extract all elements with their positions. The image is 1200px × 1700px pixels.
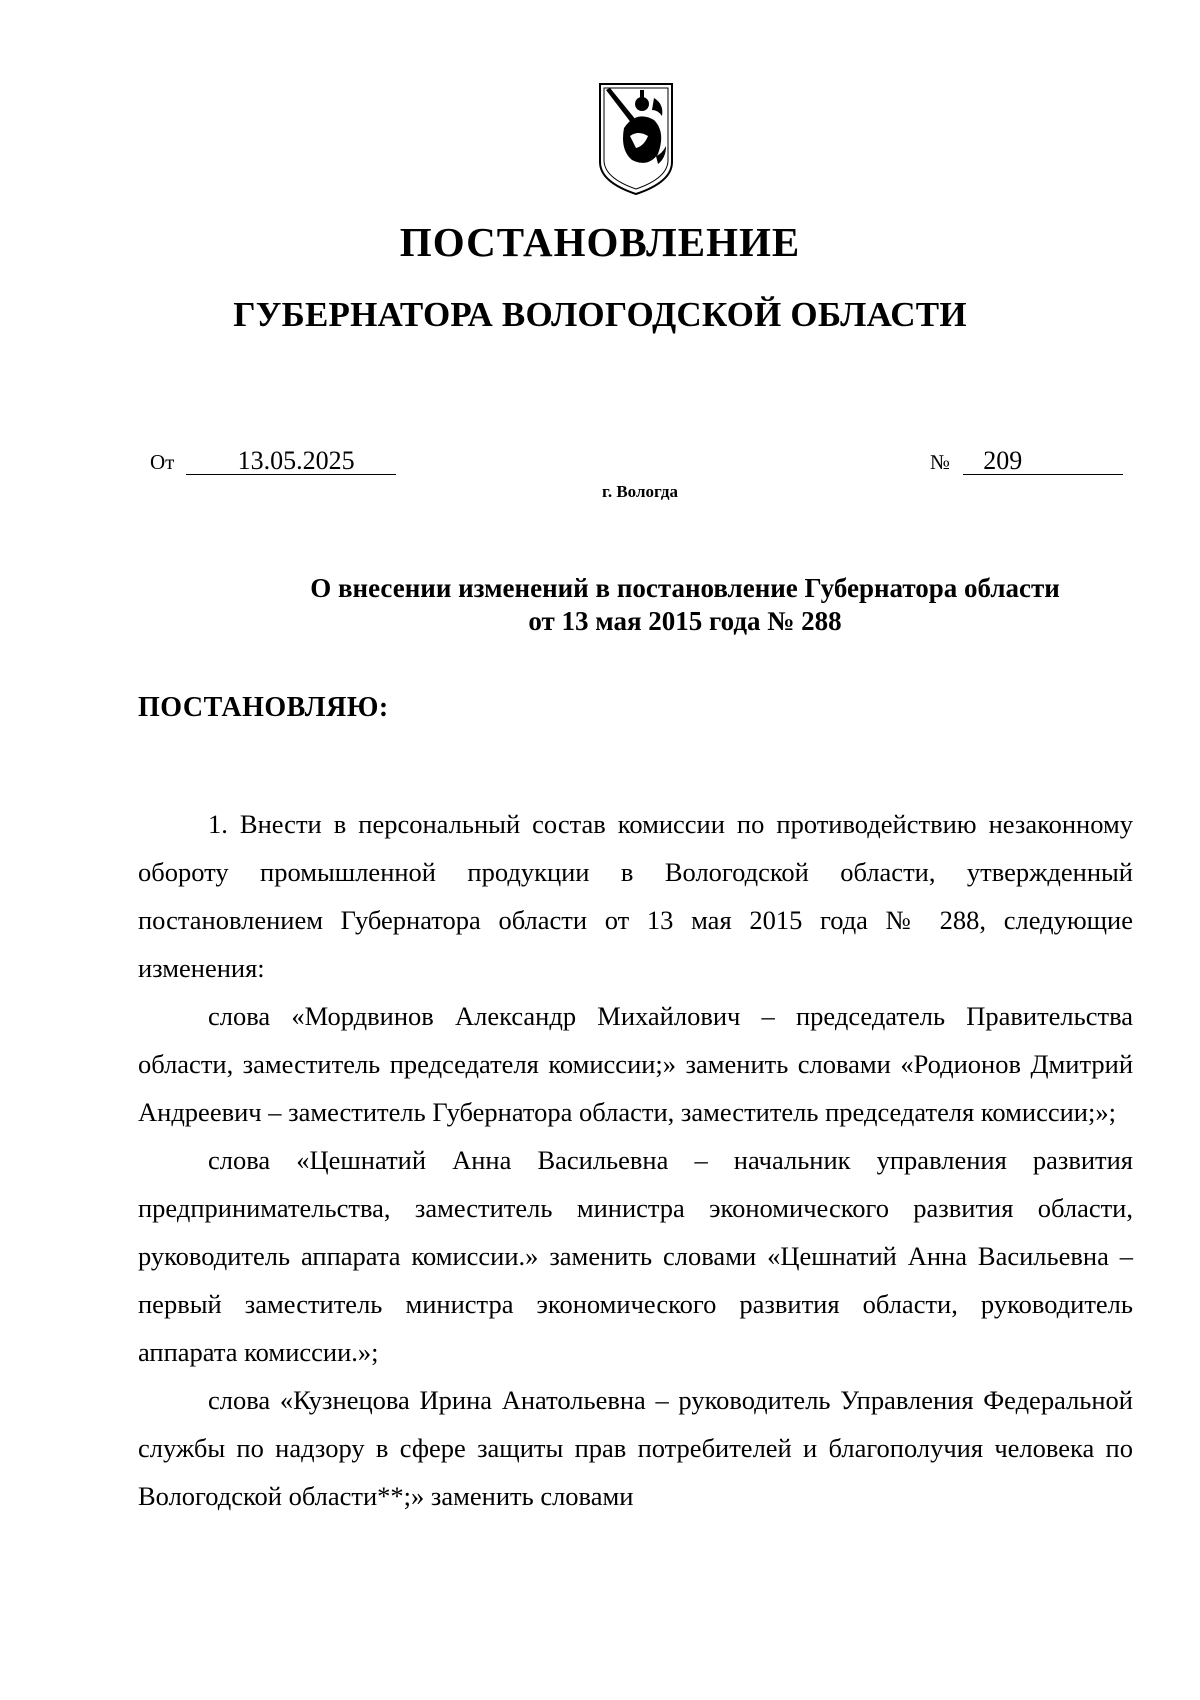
date-label: От — [150, 450, 175, 474]
subject-line-2: от 13 мая 2015 года № 288 — [528, 606, 842, 636]
document-title: ПОСТАНОВЛЕНИЕ — [399, 219, 801, 265]
document-subject — [0, 572, 1200, 638]
subject-line-1: О внесении изменений в постановление Губернатора области — [310, 573, 1060, 603]
document-body — [138, 800, 1133, 1520]
city-label: г. Вологда — [602, 482, 678, 501]
body-paragraph: 1. Внести в персональный состав комиссии по противодействию незаконному обороту промышленной продукции в Вологодской области, утвержденный постановлением Губернатора области от 13 мая 2015 года № 288, следующие изменения: — [138, 809, 1133, 983]
decree-heading: ПОСТАНОВЛЯЮ: — [138, 692, 389, 723]
number-label: № — [930, 450, 951, 474]
body-paragraph: слова «Кузнецова Ирина Анатольевна – руководитель Управления Федеральной службы по надзору в сфере защиты прав потребителей и благополучия человека по Вологодской области**;» заменить словами — [138, 1385, 1133, 1511]
coat-of-arms-icon — [596, 80, 676, 198]
body-paragraph: слова «Цешнатий Анна Васильевна – начальник управления развития предпринимательства, заместитель министра экономического развития области, руководитель аппарата комиссии.» заменить словами «Цешнатий Анна Васильевна – первый заместитель министра экономического развития области, руководитель аппарата комиссии.»; — [138, 1145, 1133, 1367]
date-value: 13.05.2025 — [186, 448, 396, 475]
document-subtitle: ГУБЕРНАТОРА ВОЛОГОДСКОЙ ОБЛАСТИ — [233, 295, 967, 334]
number-field — [930, 448, 1123, 475]
date-field — [150, 448, 396, 475]
number-value: 209 — [963, 448, 1123, 475]
body-paragraph: слова «Мордвинов Александр Михайлович – председатель Правительства области, заместитель председателя комиссии;» заменить словами «Родионов Дмитрий Андреевич – заместитель Губернатора области, заместитель председателя комиссии;»; — [138, 1001, 1133, 1127]
